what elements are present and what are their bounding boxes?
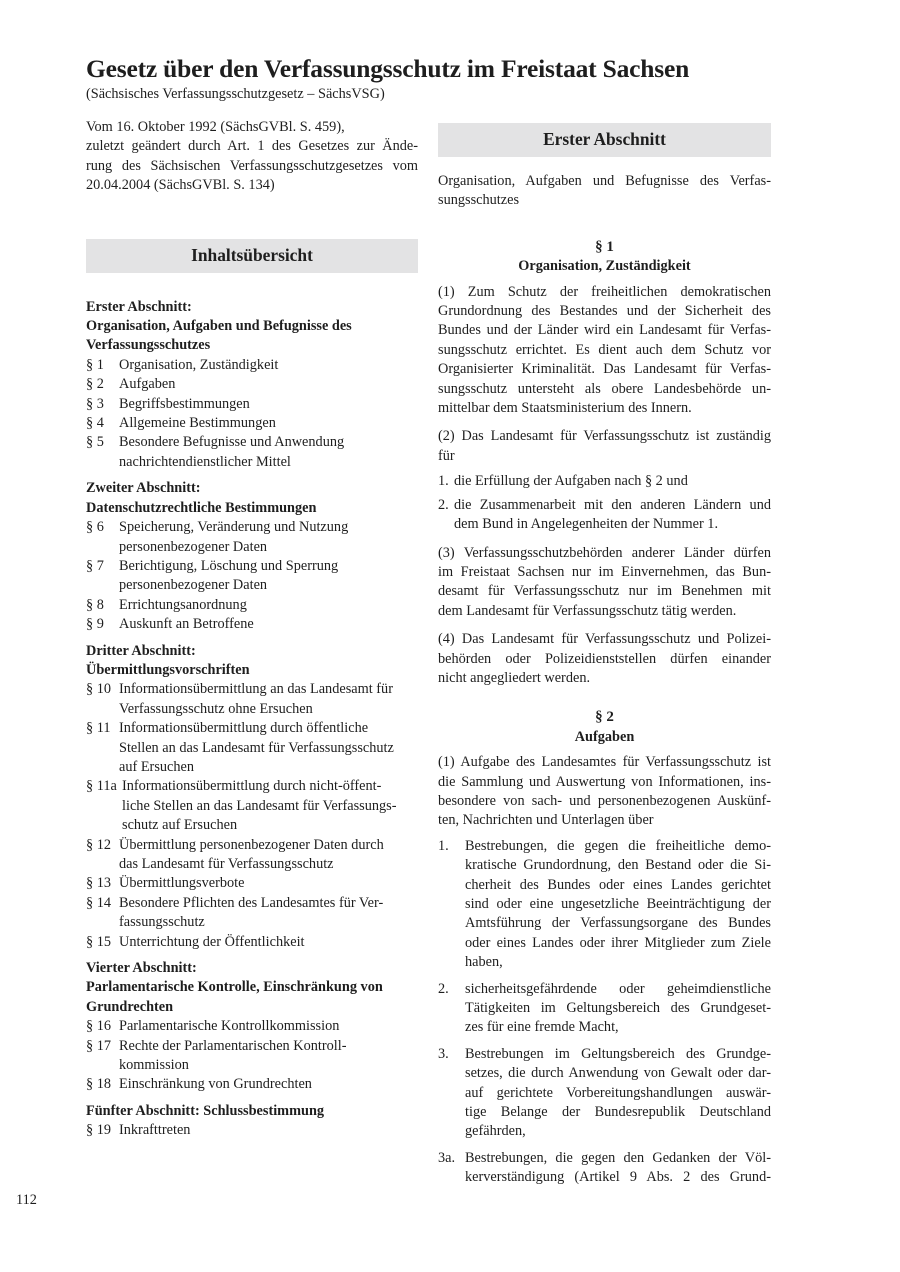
text-line: Grundordnung des Bestandes und der Sicherheit des [438, 303, 771, 320]
toc-item-number: § 15 [86, 933, 112, 950]
paragraph-heading-2 [438, 708, 771, 747]
list-item [438, 1045, 771, 1142]
toc-item[interactable] [86, 894, 418, 933]
toc-item[interactable] [86, 596, 418, 615]
list-item [438, 980, 771, 1038]
toc-item-label: Übermittlung personenbezogener Daten durch [119, 836, 384, 853]
toc-item-number: § 17 [86, 1037, 112, 1054]
list-number: 1. [438, 473, 449, 490]
toc-title-box [86, 239, 418, 273]
toc-item-label: nachrichtendienstlicher Mittel [119, 453, 291, 470]
toc-item-label: Begriffsbestimmungen [119, 395, 250, 412]
text-line: Bestrebungen im Geltungsbereich des Grundge- [465, 1045, 771, 1062]
toc-item-label: kommission [119, 1057, 189, 1074]
toc-item-number: § 16 [86, 1018, 112, 1035]
toc-item-number: § 5 [86, 434, 104, 451]
toc-item-label: Unterrichtung der Öffentlichkeit [119, 933, 305, 950]
toc-item-number: § 14 [86, 894, 112, 911]
text-line: kratische Grundordnung, den Bestand oder die Si- [465, 857, 771, 874]
toc-item[interactable] [86, 433, 418, 472]
text-line: Tätigkeiten im Geltungsbereich des Grundgeset- [465, 1000, 771, 1017]
list-number: 1. [438, 837, 449, 854]
text-line: tige Belange der Bundesrepublik Deutschland [465, 1104, 771, 1121]
paragraph-1-abs-2 [438, 427, 771, 466]
toc-heading-line: Fünfter Abschnitt: Schlussbestimmung [86, 1102, 325, 1119]
left-column [86, 118, 418, 1148]
text-line: auf gerichtete Vorbereitungshandlungen auswär- [465, 1084, 771, 1101]
text-line: gefährden, [465, 1123, 526, 1140]
text-line: im Freistaat Sachsen nur im Einvernehmen, das Bun- [438, 563, 771, 580]
section-title-box [438, 123, 771, 157]
list-item [438, 496, 771, 535]
toc-item[interactable] [86, 615, 418, 634]
list-number: 3a. [438, 1149, 456, 1166]
text-line: die Zusammenarbeit mit den anderen Ländern und [454, 496, 771, 513]
toc-item-number: § 6 [86, 519, 104, 536]
toc-group [86, 642, 418, 953]
list-number: 3. [438, 1045, 449, 1062]
toc-heading-line: Erster Abschnitt: [86, 298, 192, 315]
toc-item[interactable] [86, 836, 418, 875]
toc-item-label: Speicherung, Veränderung und Nutzung [119, 519, 349, 536]
text-line: kerverständigung (Artikel 9 Abs. 2 des Grund- [465, 1169, 771, 1186]
toc-item[interactable] [86, 375, 418, 394]
publication-info-line: zuletzt geändert durch Art. 1 des Gesetzes zur Ände- [86, 138, 418, 155]
text-line: ten, Nachrichten und Unterlagen über [438, 812, 654, 829]
toc-group [86, 959, 418, 1095]
text-line: behörden oder Polizeidienststellen dürfen einander [438, 650, 771, 667]
toc-item-label: Stellen an das Landesamt für Verfassungsschutz [119, 739, 394, 756]
text-line: (1) Zum Schutz der freiheitlichen demokratischen [438, 283, 771, 300]
paragraph-sign: § 1 [595, 238, 614, 255]
toc-item-number: § 18 [86, 1076, 112, 1093]
text-line: dem Landesamt für Verfassungsschutz tätig werden. [438, 602, 737, 619]
toc-item-label: das Landesamt für Verfassungsschutz [119, 856, 334, 872]
section-intro [438, 172, 771, 211]
toc-heading-line: Grundrechten [86, 998, 174, 1015]
toc-item-number: § 10 [86, 681, 112, 698]
text-line: Bestrebungen, die gegen den Gedanken der Völ- [465, 1149, 771, 1166]
toc-group-heading [86, 1102, 418, 1121]
toc-item[interactable] [86, 518, 418, 557]
toc-item-number: § 2 [86, 376, 104, 393]
toc-item-label: Parlamentarische Kontrollkommission [119, 1018, 340, 1035]
text-line: mittelbar dem Staatsministerium des Innern. [438, 400, 692, 417]
toc-item[interactable] [86, 557, 418, 596]
list-number: 2. [438, 496, 449, 513]
toc-item-number: § 19 [86, 1122, 112, 1139]
paragraph-sign: § 2 [595, 709, 614, 726]
toc-item-label: Verfassungsschutz ohne Ersuchen [119, 700, 313, 717]
toc-group [86, 479, 418, 634]
text-line: für [438, 447, 455, 464]
paragraph-name: Aufgaben [574, 728, 635, 745]
toc-item-number: § 11a [86, 778, 117, 795]
text-line: zes für eine fremde Macht, [465, 1019, 619, 1036]
list-number: 2. [438, 980, 449, 997]
toc-item[interactable] [86, 1017, 418, 1036]
toc-heading-line: Parlamentarische Kontrolle, Einschränkung von [86, 979, 383, 996]
toc-item[interactable] [86, 1037, 418, 1076]
paragraph-1-list [438, 472, 771, 534]
text-line: die Erfüllung der Aufgaben nach § 2 und [454, 473, 688, 490]
toc-item[interactable] [86, 395, 418, 414]
toc-item-label: Aufgaben [119, 376, 176, 393]
toc-item-label: Informationsübermittlung durch nicht-öffent- [122, 778, 382, 795]
toc-heading-line: Datenschutzrechtliche Bestimmungen [86, 499, 317, 516]
text-line: desamt für Verfassungsschutz nur im Benehmen mit [438, 583, 771, 600]
toc-group [86, 298, 418, 473]
toc-item-label: Übermittlungsverbote [119, 875, 245, 892]
toc-item-number: § 1 [86, 356, 104, 373]
section-intro-line: Organisation, Aufgaben und Befugnisse des Verfas- [438, 173, 771, 189]
toc-item-label: Organisation, Zuständigkeit [119, 356, 279, 373]
text-line: besondere von sach- und personenbezogenen Auskünf- [438, 792, 771, 809]
toc-item[interactable] [86, 874, 418, 893]
text-line: sind oder eine ungesetzliche Beeinträchtigung der [465, 896, 771, 912]
toc-group-heading [86, 298, 418, 356]
text-line: die Sammlung und Auswertung von Informationen, ins- [438, 773, 771, 790]
text-line: nicht angegliedert werden. [438, 669, 591, 686]
toc-item-label: Berichtigung, Löschung und Sperrung [119, 557, 339, 574]
toc-heading-line: Verfassungsschutzes [86, 337, 211, 354]
paragraph-1-abs-4 [438, 630, 771, 688]
paragraph-heading-1 [438, 238, 771, 277]
page-subtitle: (Sächsisches Verfassungsschutzgesetz – SächsVSG) [86, 86, 385, 102]
paragraph-2-list [438, 837, 771, 1188]
text-line: Bundes und der Länder wird ein Landesamt für Verfas- [438, 322, 771, 339]
paragraph-2-abs-1 [438, 753, 771, 831]
toc-item-label: liche Stellen an das Landesamt für Verfassungs- [122, 797, 397, 814]
toc-item-label: auf Ersuchen [119, 758, 195, 775]
toc-heading-line: Organisation, Aufgaben und Befugnisse des [86, 318, 352, 335]
toc-item-label: Errichtungsanordnung [119, 596, 247, 613]
text-line: (1) Aufgabe des Landesamtes für Verfassungsschutz ist [438, 754, 771, 771]
toc-item[interactable] [86, 933, 418, 952]
toc-heading-line: Zweiter Abschnitt: [86, 480, 201, 497]
toc-item[interactable] [86, 356, 418, 375]
toc-item[interactable] [86, 777, 418, 835]
toc-heading-line: Dritter Abschnitt: [86, 642, 196, 659]
text-line: Amtsführung der Verfassungsorgane des Bundes [465, 915, 771, 932]
toc-item[interactable] [86, 1075, 418, 1094]
list-item [438, 1149, 771, 1188]
page-title: Gesetz über den Verfassungsschutz im Freistaat Sachsen [86, 54, 690, 83]
text-line: oder eines Landes oder ihrer Mitglieder zum Ziele [465, 934, 771, 951]
text-line: sungsschutz untersteht als obere Landesbehörde un- [438, 380, 771, 397]
toc-item-label: Besondere Pflichten des Landesamtes für Ver- [119, 894, 384, 911]
toc-group [86, 1102, 418, 1141]
toc-item-label: personenbezogener Daten [119, 577, 268, 594]
text-line: (2) Das Landesamt für Verfassungsschutz ist zuständig [438, 428, 771, 445]
toc-item[interactable] [86, 414, 418, 433]
text-line: haben, [465, 954, 503, 971]
text-line: cherheit des Bundes oder eines Landes gerichtet [465, 876, 771, 893]
right-column [438, 123, 771, 1197]
toc-group-heading [86, 642, 418, 681]
toc-item-number: § 8 [86, 596, 104, 613]
publication-info-line: Vom 16. Oktober 1992 (SächsGVBl. S. 459), [86, 119, 345, 135]
toc-item-label: Besondere Befugnisse und Anwendung [119, 434, 345, 451]
toc-item-number: § 7 [86, 557, 104, 574]
text-line: sungsschutz errichtet. Es dient auch dem Schutz vor [438, 341, 771, 358]
toc-heading-line: Übermittlungsvorschriften [86, 661, 250, 678]
toc-item-label: Informationsübermittlung an das Landesamt für [119, 681, 393, 698]
text-line: (4) Das Landesamt für Verfassungsschutz und Polizei- [438, 631, 771, 648]
list-item [438, 472, 771, 491]
section-title: Erster Abschnitt [543, 129, 666, 150]
paragraph-name: Organisation, Zuständigkeit [518, 258, 691, 275]
toc-group-heading [86, 959, 418, 1017]
toc-item-number: § 4 [86, 415, 104, 432]
toc-item-label: Informationsübermittlung durch öffentliche [119, 720, 369, 737]
toc-item-number: § 12 [86, 836, 112, 853]
toc-item-label: schutz auf Ersuchen [122, 817, 238, 834]
toc-item-label: fassungsschutz [119, 914, 205, 931]
text-line: sicherheitsgefährdende oder geheimdienstliche [465, 980, 771, 997]
text-line: (3) Verfassungsschutzbehörden anderer Länder dürfen [438, 544, 771, 561]
text-line: Bestrebungen, die gegen die freiheitliche demo- [465, 837, 771, 854]
paragraph-1-abs-3 [438, 544, 771, 622]
text-line: setzes, die durch Anwendung von Gewalt oder dar- [465, 1065, 771, 1082]
toc-item-label: Auskunft an Betroffene [119, 616, 254, 633]
publication-info [86, 118, 418, 196]
table-of-contents [86, 298, 418, 1141]
toc-item-label: Rechte der Parlamentarischen Kontroll- [119, 1037, 347, 1054]
toc-item[interactable] [86, 680, 418, 719]
publication-info-line: rung des Sächsischen Verfassungsschutzgesetzes vom [86, 157, 418, 174]
text-line: Organisierter Kriminalität. Das Landesamt für Verfas- [438, 361, 771, 378]
toc-item[interactable] [86, 719, 418, 777]
paragraph-1-abs-1 [438, 283, 771, 419]
toc-item-number: § 3 [86, 395, 104, 412]
publication-info-line: 20.04.2004 (SächsGVBl. S. 134) [86, 177, 275, 194]
text-line: dem Bund in Angelegenheiten der Nummer 1. [454, 516, 719, 533]
section-intro-line: sungsschutzes [438, 192, 520, 209]
page-number: 112 [16, 1192, 37, 1208]
toc-item-label: Allgemeine Bestimmungen [119, 415, 276, 432]
toc-item-number: § 11 [86, 720, 111, 737]
toc-item-label: Einschränkung von Grundrechten [119, 1076, 312, 1093]
list-item [438, 837, 771, 973]
toc-item-label: Inkrafttreten [119, 1122, 191, 1139]
toc-item-label: personenbezogener Daten [119, 538, 268, 555]
toc-heading-line: Vierter Abschnitt: [86, 960, 197, 977]
toc-title: Inhaltsübersicht [191, 244, 313, 265]
toc-group-heading [86, 479, 418, 518]
toc-item[interactable] [86, 1121, 418, 1140]
toc-item-number: § 9 [86, 616, 104, 633]
toc-item-number: § 13 [86, 875, 112, 892]
